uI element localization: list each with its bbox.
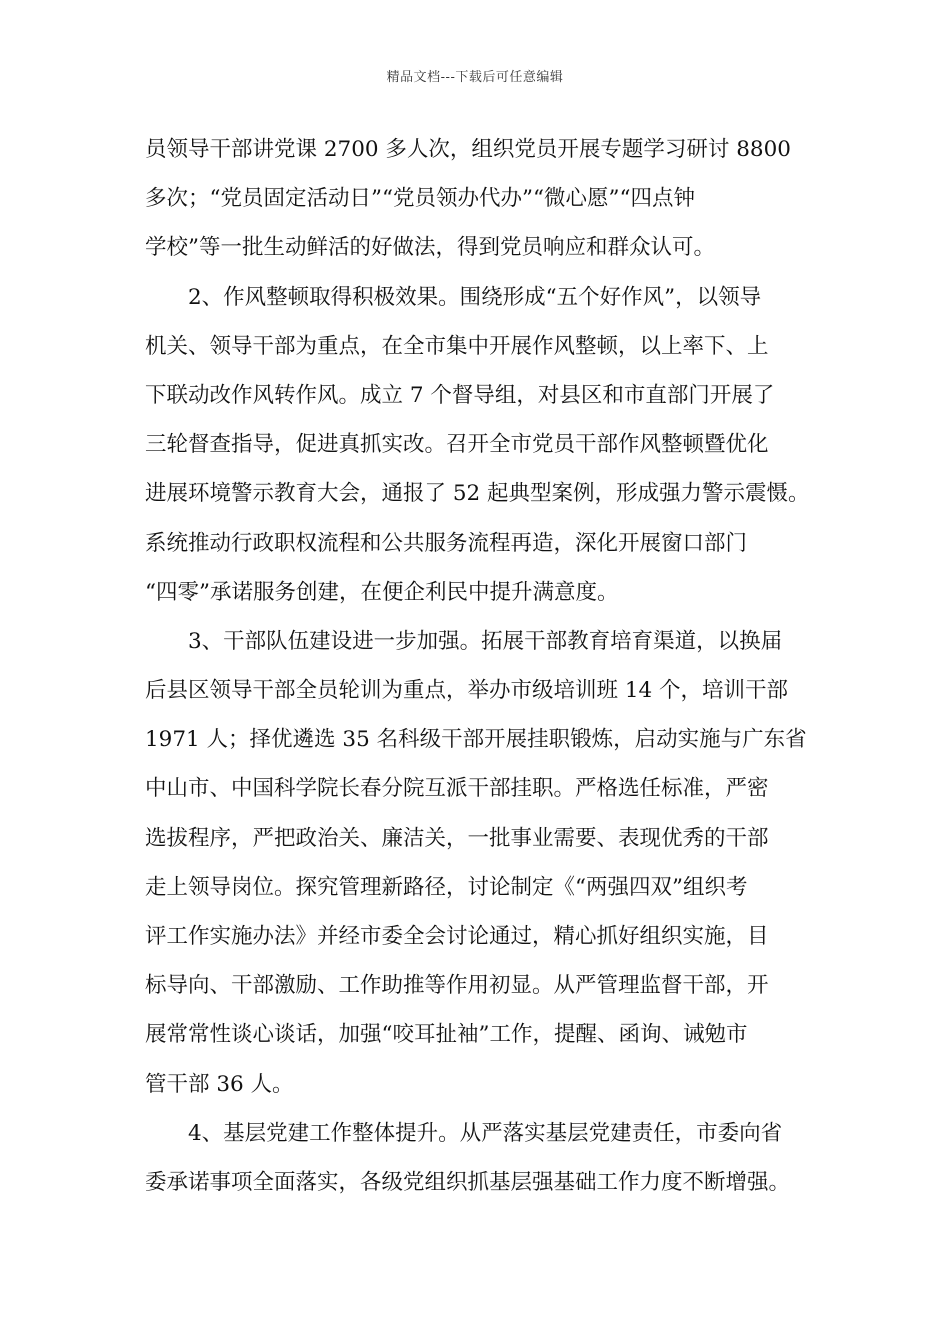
text-line: 多次；“党员固定活动日”“党员领办代办”“微心愿”“四点钟 — [145, 186, 695, 212]
text-line: 三轮督查指导，促进真抓实改。召开全市党员干部作风整顿暨优化 — [145, 432, 769, 458]
text-line: 委承诺事项全面落实，各级党组织抓基层强基础工作力度不断增强。 — [145, 1169, 791, 1195]
text-line: 4、基层党建工作整体提升。从严落实基层党建责任，市委向省 — [188, 1120, 783, 1146]
text-line: 走上领导岗位。探究管理新路径，讨论制定《“两强四双”组织考 — [145, 874, 748, 900]
text-line: “四零”承诺服务创建，在便企利民中提升满意度。 — [145, 579, 619, 605]
text-line: 标导向、干部激励、工作助推等作用初显。从严管理监督干部，开 — [145, 973, 769, 999]
text-line: 进展环境警示教育大会，通报了 52 起典型案例，形成强力警示震慑。 — [145, 481, 810, 507]
text-line: 1971 人；择优遴选 35 名科级干部开展挂职锻炼，启动实施与广东省 — [145, 727, 807, 753]
document-body — [145, 125, 835, 1207]
text-line: 员领导干部讲党课 2700 多人次，组织党员开展专题学习研讨 8800 — [145, 137, 791, 162]
text-line: 评工作实施办法》并经市委全会讨论通过，精心抓好组织实施，目 — [145, 924, 769, 949]
text-line: 管干部 36 人。 — [145, 1071, 294, 1097]
page-header: 精品文档---下载后可任意编辑 — [386, 70, 564, 85]
text-line: 选拔程序，严把政治关、廉洁关，一批事业需要、表现优秀的干部 — [145, 825, 769, 851]
text-line: 机关、领导干部为重点，在全市集中开展作风整顿，以上率下、上 — [145, 333, 769, 359]
text-line: 下联动改作风转作风。成立 7 个督导组，对县区和市直部门开展了 — [145, 382, 775, 408]
text-line: 学校”等一批生动鲜活的好做法，得到党员响应和群众认可。 — [145, 235, 715, 261]
paragraph-1 — [145, 125, 835, 273]
paragraph-2 — [145, 273, 835, 617]
text-line: 展常常性谈心谈话，加强“咬耳扯袖”工作，提醒、函询、诫勉市 — [145, 1022, 748, 1048]
text-line: 系统推动行政职权流程和公共服务流程再造，深化开展窗口部门 — [145, 530, 748, 556]
paragraph-3 — [145, 617, 835, 1109]
text-line: 后县区领导干部全员轮训为重点，举办市级培训班 14 个，培训干部 — [145, 678, 789, 704]
text-line: 3、干部队伍建设进一步加强。拓展干部教育培育渠道，以换届 — [188, 628, 783, 654]
text-line: 2、作风整顿取得积极效果。围绕形成“五个好作风”，以领导 — [188, 284, 762, 310]
text-line: 中山市、中国科学院长春分院互派干部挂职。严格选任标准，严密 — [145, 776, 769, 802]
paragraph-4 — [145, 1109, 835, 1207]
